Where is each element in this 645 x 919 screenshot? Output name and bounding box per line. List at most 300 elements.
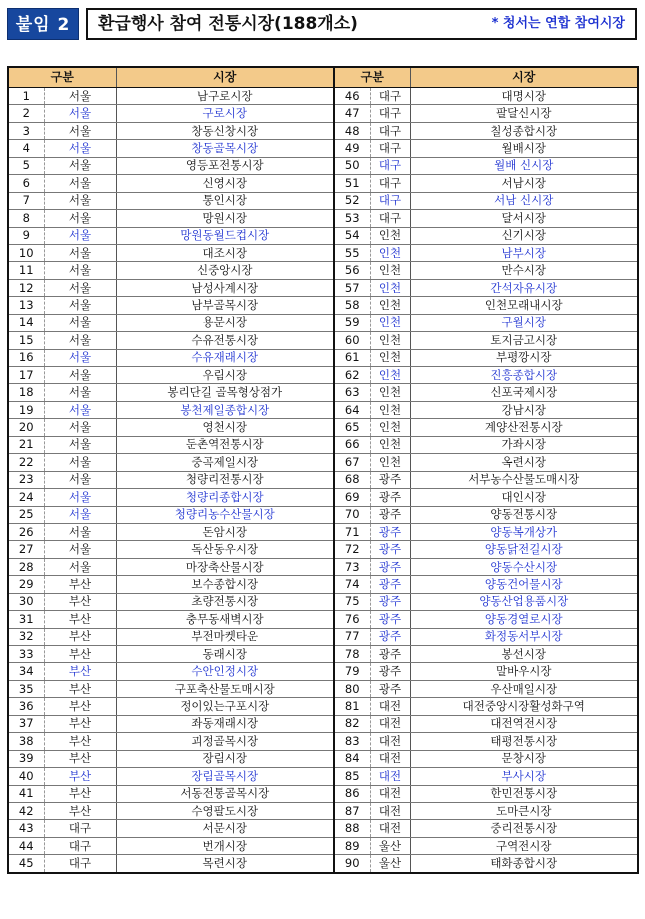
market-name-cell: 수안인정시장: [116, 663, 334, 680]
region-cell: 울산: [370, 837, 410, 854]
row-number: 18: [8, 384, 44, 401]
table-row: [8, 192, 638, 209]
market-name-cell: 번개시장: [116, 837, 334, 854]
region-cell: 인천: [370, 367, 410, 384]
region-cell: 인천: [370, 419, 410, 436]
title-box: [86, 8, 637, 40]
row-number: 32: [8, 628, 44, 645]
market-name-cell: 남성사계시장: [116, 279, 334, 296]
region-cell: 대구: [370, 140, 410, 157]
table-row: [8, 419, 638, 436]
market-name-cell: 만수시장: [410, 262, 638, 279]
table-row: [8, 541, 638, 558]
region-cell: 대전: [370, 733, 410, 750]
row-number: 75: [334, 593, 370, 610]
row-number: 31: [8, 611, 44, 628]
region-cell: 광주: [370, 558, 410, 575]
market-name-cell: 청량리전통시장: [116, 471, 334, 488]
table-row: [8, 663, 638, 680]
row-number: 73: [334, 558, 370, 575]
row-number: 57: [334, 279, 370, 296]
market-name-cell: 영천시장: [116, 419, 334, 436]
region-cell: 서울: [44, 401, 116, 418]
region-cell: 서울: [44, 227, 116, 244]
document-header: [7, 8, 637, 40]
row-number: 3: [8, 122, 44, 139]
table-row: [8, 489, 638, 506]
region-cell: 부산: [44, 768, 116, 785]
table-row: [8, 768, 638, 785]
region-cell: 인천: [370, 279, 410, 296]
market-name-cell: 부평깡시장: [410, 349, 638, 366]
table-row: [8, 332, 638, 349]
row-number: 23: [8, 471, 44, 488]
region-cell: 인천: [370, 384, 410, 401]
table-row: [8, 244, 638, 261]
row-number: 81: [334, 698, 370, 715]
market-name-cell: 대전역전시장: [410, 715, 638, 732]
market-name-cell: 대전중앙시장활성화구역: [410, 698, 638, 715]
region-cell: 부산: [44, 698, 116, 715]
table-row: [8, 820, 638, 837]
region-cell: 대구: [370, 105, 410, 122]
table-row: [8, 262, 638, 279]
market-name-cell: 독산동우시장: [116, 541, 334, 558]
region-cell: 대전: [370, 785, 410, 802]
row-number: 26: [8, 523, 44, 540]
region-cell: 인천: [370, 332, 410, 349]
row-number: 1: [8, 88, 44, 105]
row-number: 64: [334, 401, 370, 418]
market-name-cell: 괴정골목시장: [116, 733, 334, 750]
table-row: [8, 157, 638, 174]
region-cell: 서울: [44, 297, 116, 314]
row-number: 50: [334, 157, 370, 174]
market-name-cell: 신중앙시장: [116, 262, 334, 279]
market-name-cell: 수영팔도시장: [116, 802, 334, 819]
region-cell: 부산: [44, 646, 116, 663]
market-name-cell: 수유재래시장: [116, 349, 334, 366]
market-name-cell: 창동골목시장: [116, 140, 334, 157]
market-name-cell: 망원시장: [116, 210, 334, 227]
row-number: 88: [334, 820, 370, 837]
table-row: [8, 611, 638, 628]
row-number: 28: [8, 558, 44, 575]
row-number: 83: [334, 733, 370, 750]
market-name-cell: 인천모래내시장: [410, 297, 638, 314]
region-cell: 서울: [44, 157, 116, 174]
market-name-cell: 대인시장: [410, 489, 638, 506]
row-number: 7: [8, 192, 44, 209]
region-cell: 서울: [44, 88, 116, 105]
region-cell: 서울: [44, 523, 116, 540]
region-cell: 광주: [370, 506, 410, 523]
region-cell: 부산: [44, 750, 116, 767]
region-cell: 대구: [370, 175, 410, 192]
row-number: 39: [8, 750, 44, 767]
region-cell: 부산: [44, 715, 116, 732]
row-number: 5: [8, 157, 44, 174]
row-number: 2: [8, 105, 44, 122]
row-number: 35: [8, 680, 44, 697]
market-name-cell: 신포국제시장: [410, 384, 638, 401]
region-cell: 광주: [370, 523, 410, 540]
row-number: 67: [334, 454, 370, 471]
market-name-cell: 양동전통시장: [410, 506, 638, 523]
table-row: [8, 506, 638, 523]
region-cell: 서울: [44, 349, 116, 366]
region-cell: 대구: [370, 210, 410, 227]
market-name-cell: 수유전통시장: [116, 332, 334, 349]
table-row: [8, 698, 638, 715]
table-row: [8, 436, 638, 453]
market-name-cell: 둔촌역전통시장: [116, 436, 334, 453]
market-name-cell: 통인시장: [116, 192, 334, 209]
table-row: [8, 646, 638, 663]
market-name-cell: 강남시장: [410, 401, 638, 418]
table-row: [8, 576, 638, 593]
row-number: 9: [8, 227, 44, 244]
row-number: 65: [334, 419, 370, 436]
region-cell: 대전: [370, 820, 410, 837]
region-cell: 부산: [44, 733, 116, 750]
legend-note: * 청서는 연합 참여시장: [491, 16, 625, 31]
market-name-cell: 옥련시장: [410, 454, 638, 471]
row-number: 51: [334, 175, 370, 192]
row-number: 60: [334, 332, 370, 349]
row-number: 70: [334, 506, 370, 523]
table-row: [8, 227, 638, 244]
row-number: 79: [334, 663, 370, 680]
row-number: 90: [334, 855, 370, 873]
table-row: [8, 122, 638, 139]
row-number: 10: [8, 244, 44, 261]
market-name-cell: 부전마켓타운: [116, 628, 334, 645]
region-cell: 인천: [370, 454, 410, 471]
row-number: 76: [334, 611, 370, 628]
region-cell: 광주: [370, 471, 410, 488]
market-name-cell: 토지금고시장: [410, 332, 638, 349]
region-cell: 서울: [44, 314, 116, 331]
row-number: 14: [8, 314, 44, 331]
table-row: [8, 384, 638, 401]
row-number: 42: [8, 802, 44, 819]
market-name-cell: 서부농수산물도매시장: [410, 471, 638, 488]
table-row: [8, 210, 638, 227]
market-name-cell: 서문시장: [116, 820, 334, 837]
row-number: 47: [334, 105, 370, 122]
market-name-cell: 양동산업용품시장: [410, 593, 638, 610]
market-name-cell: 양동수산시장: [410, 558, 638, 575]
market-name-cell: 월배 신시장: [410, 157, 638, 174]
market-name-cell: 월배시장: [410, 140, 638, 157]
market-name-cell: 목련시장: [116, 855, 334, 873]
table-row: [8, 680, 638, 697]
market-name-cell: 용문시장: [116, 314, 334, 331]
market-table: [7, 66, 639, 874]
row-number: 56: [334, 262, 370, 279]
region-cell: 서울: [44, 436, 116, 453]
market-name-cell: 계양산전통시장: [410, 419, 638, 436]
region-cell: 인천: [370, 401, 410, 418]
region-cell: 광주: [370, 541, 410, 558]
market-name-cell: 정이있는구포시장: [116, 698, 334, 715]
market-name-cell: 양동복개상가: [410, 523, 638, 540]
market-name-cell: 보수종합시장: [116, 576, 334, 593]
row-number: 4: [8, 140, 44, 157]
row-number: 72: [334, 541, 370, 558]
market-name-cell: 구역전시장: [410, 837, 638, 854]
row-number: 52: [334, 192, 370, 209]
market-name-cell: 서남시장: [410, 175, 638, 192]
row-number: 53: [334, 210, 370, 227]
market-name-cell: 양동닭전길시장: [410, 541, 638, 558]
region-cell: 대구: [44, 837, 116, 854]
market-name-cell: 창동신창시장: [116, 122, 334, 139]
table-row: [8, 105, 638, 122]
region-cell: 광주: [370, 663, 410, 680]
row-number: 84: [334, 750, 370, 767]
row-number: 36: [8, 698, 44, 715]
row-number: 85: [334, 768, 370, 785]
region-cell: 서울: [44, 384, 116, 401]
market-name-cell: 신영시장: [116, 175, 334, 192]
header-region: 구분: [334, 67, 410, 88]
market-name-cell: 구월시장: [410, 314, 638, 331]
row-number: 20: [8, 419, 44, 436]
row-number: 15: [8, 332, 44, 349]
market-name-cell: 팔달신시장: [410, 105, 638, 122]
row-number: 25: [8, 506, 44, 523]
region-cell: 광주: [370, 628, 410, 645]
table-row: [8, 88, 638, 105]
row-number: 12: [8, 279, 44, 296]
market-name-cell: 중리전통시장: [410, 820, 638, 837]
region-cell: 서울: [44, 175, 116, 192]
row-number: 44: [8, 837, 44, 854]
table-row: [8, 471, 638, 488]
table-row: [8, 628, 638, 645]
region-cell: 서울: [44, 541, 116, 558]
region-cell: 광주: [370, 489, 410, 506]
row-number: 59: [334, 314, 370, 331]
table-row: [8, 349, 638, 366]
region-cell: 서울: [44, 471, 116, 488]
row-number: 71: [334, 523, 370, 540]
market-name-cell: 신기시장: [410, 227, 638, 244]
region-cell: 광주: [370, 593, 410, 610]
table-row: [8, 715, 638, 732]
row-number: 48: [334, 122, 370, 139]
region-cell: 부산: [44, 593, 116, 610]
row-number: 29: [8, 576, 44, 593]
row-number: 63: [334, 384, 370, 401]
region-cell: 대구: [370, 157, 410, 174]
row-number: 11: [8, 262, 44, 279]
row-number: 19: [8, 401, 44, 418]
market-name-cell: 망원동월드컵시장: [116, 227, 334, 244]
market-name-cell: 양동건어물시장: [410, 576, 638, 593]
table-row: [8, 175, 638, 192]
region-cell: 인천: [370, 314, 410, 331]
header-market: 시장: [410, 67, 638, 88]
market-name-cell: 태화종합시장: [410, 855, 638, 873]
market-name-cell: 장림시장: [116, 750, 334, 767]
row-number: 66: [334, 436, 370, 453]
market-name-cell: 동래시장: [116, 646, 334, 663]
market-name-cell: 청량리농수산물시장: [116, 506, 334, 523]
region-cell: 부산: [44, 576, 116, 593]
region-cell: 대전: [370, 802, 410, 819]
row-number: 86: [334, 785, 370, 802]
region-cell: 서울: [44, 279, 116, 296]
region-cell: 부산: [44, 628, 116, 645]
region-cell: 부산: [44, 802, 116, 819]
table-row: [8, 802, 638, 819]
row-number: 89: [334, 837, 370, 854]
market-name-cell: 구로시장: [116, 105, 334, 122]
market-name-cell: 양동경열로시장: [410, 611, 638, 628]
region-cell: 서울: [44, 489, 116, 506]
market-name-cell: 충무동새벽시장: [116, 611, 334, 628]
market-name-cell: 장림골목시장: [116, 768, 334, 785]
market-name-cell: 돈암시장: [116, 523, 334, 540]
region-cell: 인천: [370, 262, 410, 279]
row-number: 38: [8, 733, 44, 750]
market-name-cell: 초량전통시장: [116, 593, 334, 610]
region-cell: 광주: [370, 646, 410, 663]
row-number: 16: [8, 349, 44, 366]
row-number: 46: [334, 88, 370, 105]
row-number: 17: [8, 367, 44, 384]
table-row: [8, 279, 638, 296]
region-cell: 인천: [370, 436, 410, 453]
market-name-cell: 서남 신시장: [410, 192, 638, 209]
region-cell: 대구: [44, 855, 116, 873]
region-cell: 대전: [370, 715, 410, 732]
market-name-cell: 문창시장: [410, 750, 638, 767]
row-number: 30: [8, 593, 44, 610]
market-name-cell: 서동전통골목시장: [116, 785, 334, 802]
region-cell: 부산: [44, 663, 116, 680]
market-name-cell: 칠성종합시장: [410, 122, 638, 139]
table-row: [8, 593, 638, 610]
market-name-cell: 봉리단길 골목형상점가: [116, 384, 334, 401]
market-name-cell: 중곡제일시장: [116, 454, 334, 471]
region-cell: 서울: [44, 506, 116, 523]
row-number: 61: [334, 349, 370, 366]
table-row: [8, 750, 638, 767]
region-cell: 서울: [44, 192, 116, 209]
table-row: [8, 454, 638, 471]
row-number: 24: [8, 489, 44, 506]
market-name-cell: 남부골목시장: [116, 297, 334, 314]
region-cell: 대구: [370, 192, 410, 209]
market-name-cell: 봉천제일종합시장: [116, 401, 334, 418]
row-number: 34: [8, 663, 44, 680]
row-number: 27: [8, 541, 44, 558]
row-number: 41: [8, 785, 44, 802]
row-number: 55: [334, 244, 370, 261]
region-cell: 서울: [44, 367, 116, 384]
table-row: [8, 401, 638, 418]
market-name-cell: 우산매일시장: [410, 680, 638, 697]
row-number: 80: [334, 680, 370, 697]
row-number: 82: [334, 715, 370, 732]
market-name-cell: 말바우시장: [410, 663, 638, 680]
region-cell: 인천: [370, 297, 410, 314]
region-cell: 서울: [44, 140, 116, 157]
region-cell: 서울: [44, 244, 116, 261]
table-row: [8, 314, 638, 331]
row-number: 58: [334, 297, 370, 314]
row-number: 69: [334, 489, 370, 506]
table-row: [8, 558, 638, 575]
market-name-cell: 마장축산물시장: [116, 558, 334, 575]
attachment-badge: 붙임 2: [7, 8, 79, 40]
header-market: 시장: [116, 67, 334, 88]
market-name-cell: 달서시장: [410, 210, 638, 227]
table-row: [8, 785, 638, 802]
region-cell: 대구: [44, 820, 116, 837]
market-name-cell: 가좌시장: [410, 436, 638, 453]
row-number: 78: [334, 646, 370, 663]
market-name-cell: 우림시장: [116, 367, 334, 384]
market-name-cell: 한민전통시장: [410, 785, 638, 802]
market-name-cell: 남부시장: [410, 244, 638, 261]
region-cell: 대구: [370, 122, 410, 139]
region-cell: 서울: [44, 262, 116, 279]
region-cell: 부산: [44, 785, 116, 802]
region-cell: 광주: [370, 680, 410, 697]
table-row: [8, 733, 638, 750]
row-number: 43: [8, 820, 44, 837]
row-number: 54: [334, 227, 370, 244]
market-name-cell: 봉선시장: [410, 646, 638, 663]
table-row: [8, 297, 638, 314]
table-row: [8, 855, 638, 873]
market-name-cell: 태평전통시장: [410, 733, 638, 750]
row-number: 68: [334, 471, 370, 488]
row-number: 62: [334, 367, 370, 384]
region-cell: 부산: [44, 680, 116, 697]
row-number: 22: [8, 454, 44, 471]
region-cell: 서울: [44, 419, 116, 436]
table-row: [8, 140, 638, 157]
table-row: [8, 367, 638, 384]
market-name-cell: 영등포전통시장: [116, 157, 334, 174]
region-cell: 서울: [44, 210, 116, 227]
region-cell: 대전: [370, 750, 410, 767]
market-name-cell: 부사시장: [410, 768, 638, 785]
row-number: 37: [8, 715, 44, 732]
row-number: 74: [334, 576, 370, 593]
market-name-cell: 구포축산물도매시장: [116, 680, 334, 697]
market-name-cell: 진흥종합시장: [410, 367, 638, 384]
row-number: 21: [8, 436, 44, 453]
region-cell: 서울: [44, 558, 116, 575]
row-number: 87: [334, 802, 370, 819]
page-title: 환급행사 참여 전통시장(188개소): [98, 14, 358, 34]
region-cell: 인천: [370, 227, 410, 244]
region-cell: 서울: [44, 332, 116, 349]
region-cell: 대구: [370, 88, 410, 105]
market-name-cell: 화정동서부시장: [410, 628, 638, 645]
region-cell: 서울: [44, 105, 116, 122]
region-cell: 대전: [370, 698, 410, 715]
market-name-cell: 대조시장: [116, 244, 334, 261]
market-name-cell: 간석자유시장: [410, 279, 638, 296]
